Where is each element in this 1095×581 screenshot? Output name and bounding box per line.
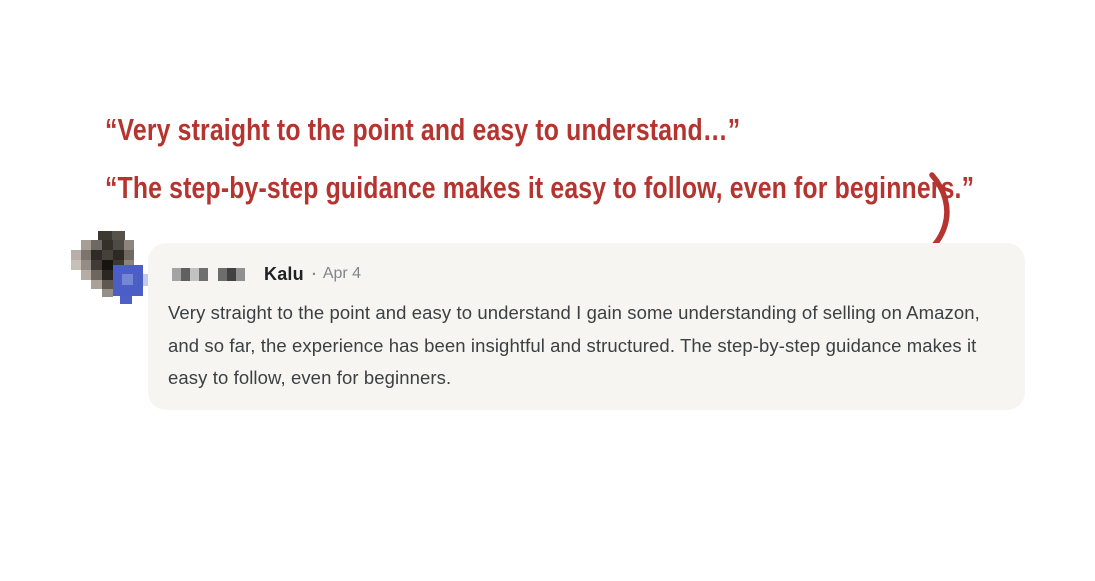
dot-separator: · — [311, 265, 317, 283]
headline-quote-2: “The step-by-step guidance makes it easy to follow, even for beginners.” — [105, 170, 975, 205]
redacted-name-block-2 — [218, 268, 245, 281]
review-card — [148, 243, 1025, 410]
avatar-pixel — [102, 240, 113, 250]
redacted-name-block-1 — [172, 268, 208, 281]
headline-quote-1: “Very straight to the point and easy to understand…” — [105, 112, 741, 147]
avatar-pixel — [81, 270, 91, 280]
avatar-pixel — [91, 260, 102, 270]
avatar-pixel — [120, 296, 132, 304]
review-body-text: Very straight to the point and easy to understand I gain some understanding of selling on Amazon, and so far, the experience has been insightful and structured. The step-by-step guidance makes it easy to follow, even for beginners. — [168, 302, 980, 388]
avatar-pixel — [91, 270, 102, 280]
review-author-row — [162, 263, 1005, 285]
avatar-pixel — [81, 250, 91, 260]
redacted-pixel — [227, 268, 236, 281]
avatar-pixel — [124, 240, 134, 250]
avatar-pixel — [81, 240, 91, 250]
redacted-pixel — [199, 268, 208, 281]
avatar-pixel — [91, 250, 102, 260]
review-date: Apr 4 — [322, 265, 362, 282]
redacted-pixel — [172, 268, 181, 281]
avatar-pixel — [98, 231, 112, 240]
avatar-pixel — [91, 240, 102, 250]
avatar-pixel — [124, 250, 134, 260]
avatar-pixel — [112, 231, 125, 240]
avatar-pixel — [113, 240, 124, 250]
avatar-pixel — [102, 289, 113, 297]
avatar-pixel — [102, 250, 113, 260]
avatar-pixel — [102, 280, 113, 289]
redacted-pixel — [190, 268, 199, 281]
avatar-pixel — [102, 270, 113, 280]
avatar-pixel — [91, 280, 102, 289]
redacted-pixel — [181, 268, 190, 281]
avatar — [70, 231, 150, 309]
avatar-pixel — [71, 250, 81, 260]
avatar-pixel — [113, 250, 124, 260]
redacted-pixel — [218, 268, 227, 281]
redacted-pixel — [236, 268, 245, 281]
avatar-pixel — [81, 260, 91, 270]
reviewer-name: Kalu — [264, 263, 304, 284]
avatar-pixel — [102, 260, 113, 270]
avatar-pixel — [71, 260, 81, 270]
avatar-pixel — [122, 274, 133, 285]
